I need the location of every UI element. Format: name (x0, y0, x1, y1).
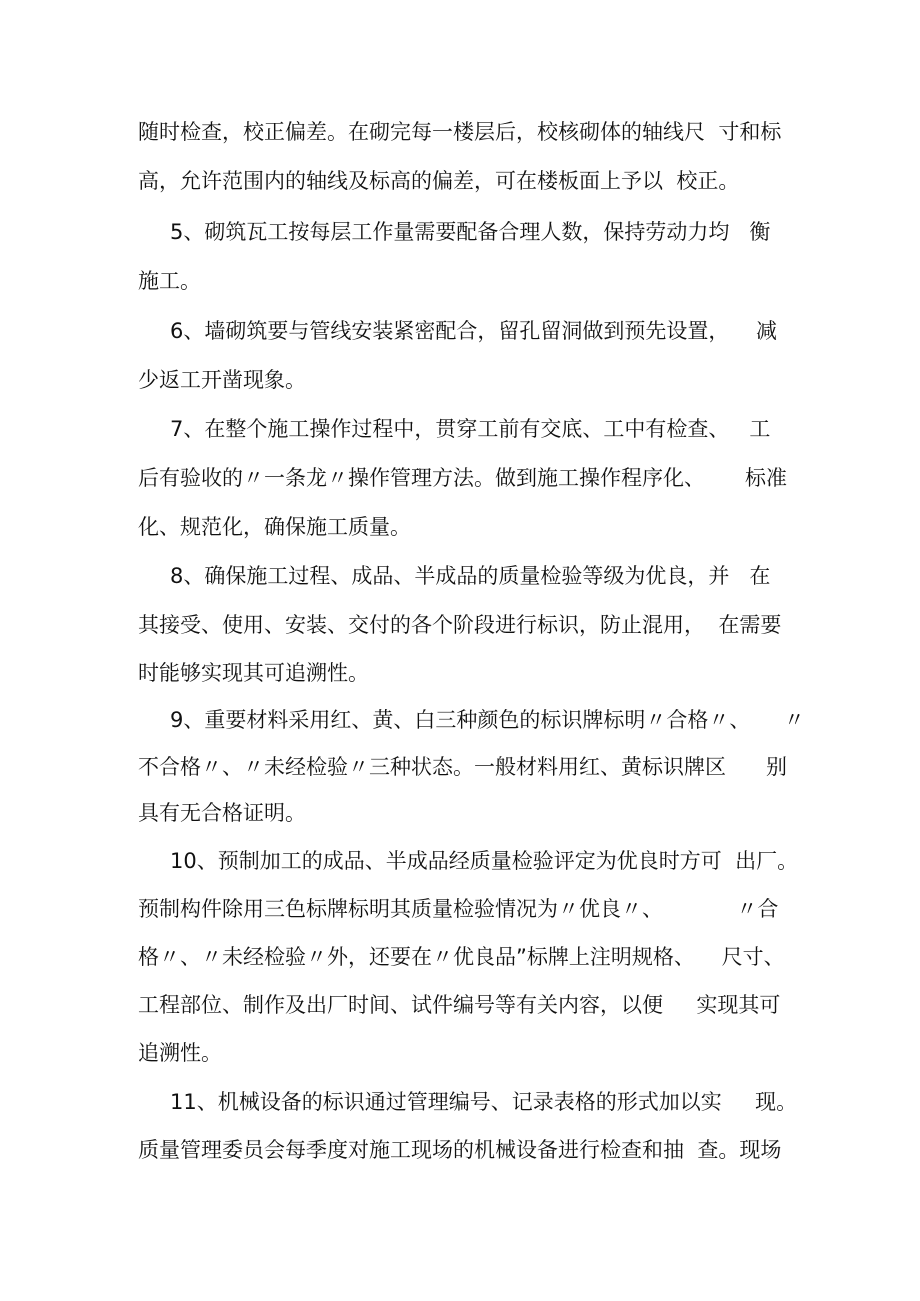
text-line: 随时检查，校正偏差。在砌完每一楼层后，校核砌体的轴线尺 寸和标 (138, 120, 782, 144)
text-line: 工程部位、制作及出厂时间、试件编号等有关内容，以便 实现其可 (138, 993, 781, 1017)
text-line: 9、重要材料采用红、黄、白三种颜色的标识牌标明〃合格〃、 〃 (170, 708, 805, 732)
text-line: 5、砌筑瓦工按每层工作量需要配备合理人数，保持劳动力均 衡 (170, 220, 771, 244)
text-line: 少返工开凿现象。 (138, 368, 306, 392)
text-line: 后有验收的〃一条龙〃操作管理方法。做到施工操作程序化、 标准 (138, 466, 788, 490)
text-line: 11、机械设备的标识通过管理编号、记录表格的形式加以实 现。 (170, 1090, 798, 1114)
text-line: 具有无合格证明。 (138, 801, 306, 825)
text-line: 高，允许范围内的轴线及标高的偏差，可在楼板面上予以 校正。 (138, 169, 740, 193)
text-line: 不合格〃、〃未经检验〃三种状态。一般材料用红、黄标识牌区 别 (138, 755, 788, 779)
text-line: 时能够实现其可追溯性。 (138, 661, 369, 685)
text-line: 7、在整个施工操作过程中，贯穿工前有交底、工中有检查、 工 (170, 417, 771, 441)
text-line: 施工。 (138, 269, 201, 293)
text-line: 8、确保施工过程、成品、半成品的质量检验等级为优良，并 在 (170, 564, 771, 588)
text-line: 预制构件除用三色标牌标明其质量检验情况为〃优良〃、 〃合 (138, 897, 779, 921)
text-line: 6、墙砌筑要与管线安装紧密配合，留孔留洞做到预先设置， 减 (170, 319, 778, 343)
text-line: 化、规范化，确保施工质量。 (138, 515, 411, 539)
text-line: 其接受、使用、安装、交付的各个阶段进行标识，防止混用， 在需要 (138, 613, 782, 637)
text-line: 格〃、〃未经检验〃外，还要在〃优良品”标牌上注明规格、 尺寸、 (138, 945, 785, 969)
text-line: 质量管理委员会每季度对施工现场的机械设备进行检查和抽 查。现场 (138, 1138, 782, 1162)
text-line: 追溯性。 (138, 1041, 222, 1065)
text-line: 10、预制加工的成品、半成品经质量检验评定为优良时方可 出厂。 (170, 849, 799, 873)
